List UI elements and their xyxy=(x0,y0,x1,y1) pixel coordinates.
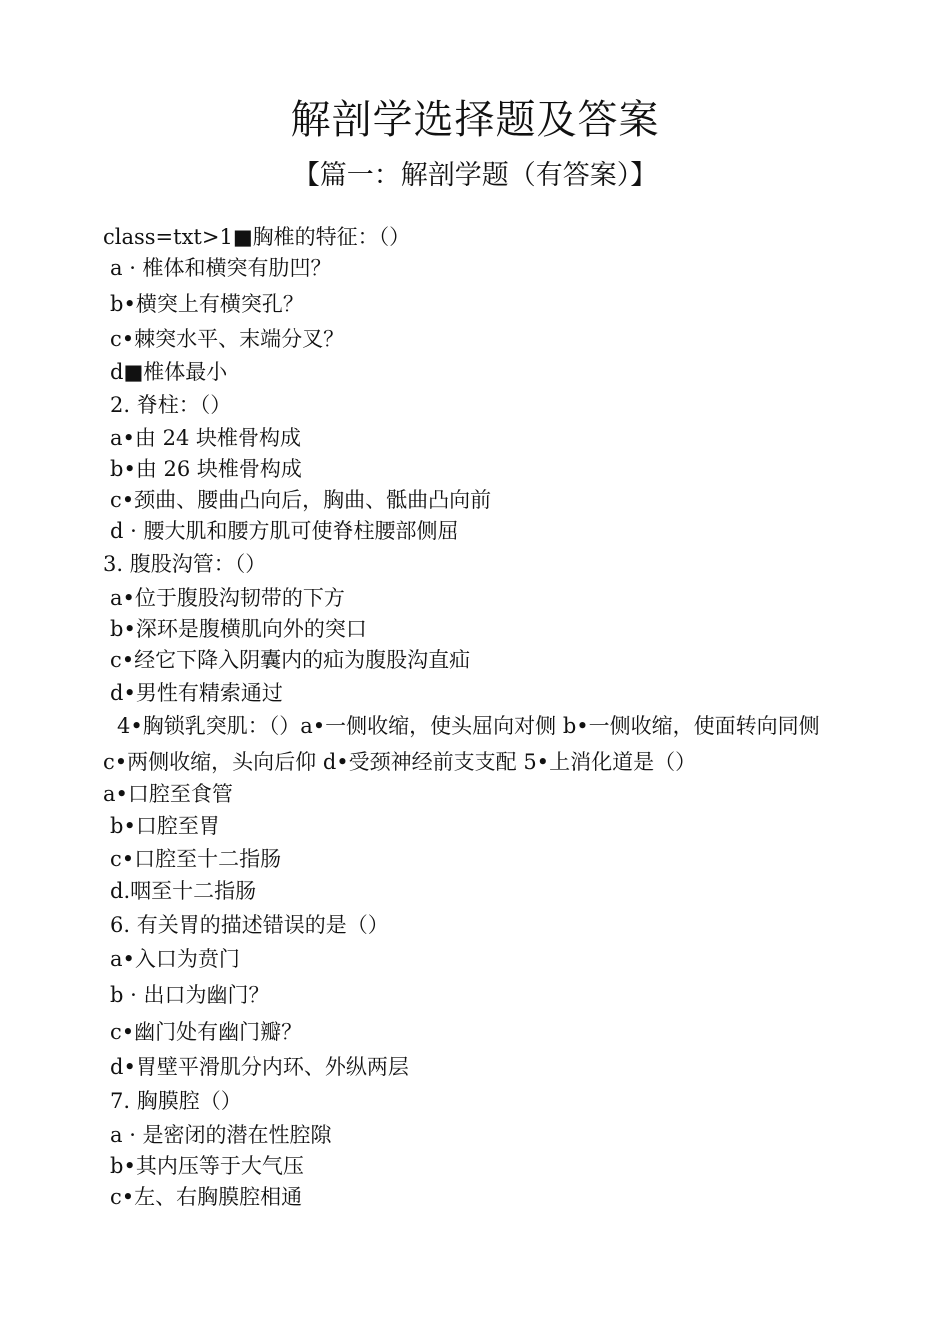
question-4-5-paragraph: 4•胸锁乳突肌：（）a•一侧收缩，使头屈向对侧 b•一侧收缩，使面转向同侧 c•两侧收缩，头向后仰 d•受颈神经前支支配 5•上消化道是（） xyxy=(103,714,820,774)
question-2-option-c: c•颈曲、腰曲凸向后，胸曲、骶曲凸向前 xyxy=(110,488,492,512)
question-5-option-a: a•口腔至食管 xyxy=(103,782,233,806)
question-3-option-a: a•位于腹股沟韧带的下方 xyxy=(110,586,345,610)
question-5-option-b: b•口腔至胃 xyxy=(110,814,220,838)
question-5-option-c: c•口腔至十二指肠 xyxy=(110,847,282,871)
question-1-option-d: d■椎体最小 xyxy=(110,360,228,384)
question-3-option-c: c•经它下降入阴囊内的疝为腹股沟直疝 xyxy=(110,648,471,672)
question-6-option-c: c•幽门处有幽门瓣？ xyxy=(110,1020,303,1044)
document-subtitle: 【篇一：解剖学题（有答案）】 xyxy=(292,160,658,191)
question-2-option-b: b•由 26 块椎骨构成 xyxy=(110,457,302,481)
question-2-stem: 2. 脊柱：（） xyxy=(110,393,232,417)
question-7-option-c: c•左、右胸膜腔相通 xyxy=(110,1185,303,1209)
question-1-option-a: a · 椎体和横突有肋凹？ xyxy=(110,256,332,280)
question-5-option-d: d.咽至十二指肠 xyxy=(110,879,257,903)
question-2-option-d: d · 腰大肌和腰方肌可使脊柱腰部侧屈 xyxy=(110,519,459,543)
question-3-stem: 3. 腹股沟管：（） xyxy=(103,552,267,576)
question-1-stem: class=txt>1■胸椎的特征：（） xyxy=(103,225,411,249)
question-6-option-d: d•胃壁平滑肌分内环、外纵两层 xyxy=(110,1055,409,1079)
question-6-stem: 6. 有关胃的描述错误的是（） xyxy=(110,913,389,937)
question-3-option-b: b•深环是腹横肌向外的突口 xyxy=(110,617,367,641)
question-3-option-d: d•男性有精索通过 xyxy=(110,681,283,705)
question-2-option-a: a•由 24 块椎骨构成 xyxy=(110,426,301,450)
question-1-option-c: c•棘突水平、末端分叉？ xyxy=(110,327,345,351)
document-title: 解剖学选择题及答案 xyxy=(290,97,660,143)
question-7-option-b: b•其内压等于大气压 xyxy=(110,1154,304,1178)
question-6-option-b: b · 出口为幽门？ xyxy=(110,983,270,1007)
question-6-option-a: a•入口为贲门 xyxy=(110,947,240,971)
question-7-option-a: a · 是密闭的潜在性腔隙 xyxy=(110,1123,332,1147)
question-1-option-b: b•横突上有横突孔？ xyxy=(110,292,304,316)
question-7-stem: 7. 胸膜腔（） xyxy=(110,1089,242,1113)
